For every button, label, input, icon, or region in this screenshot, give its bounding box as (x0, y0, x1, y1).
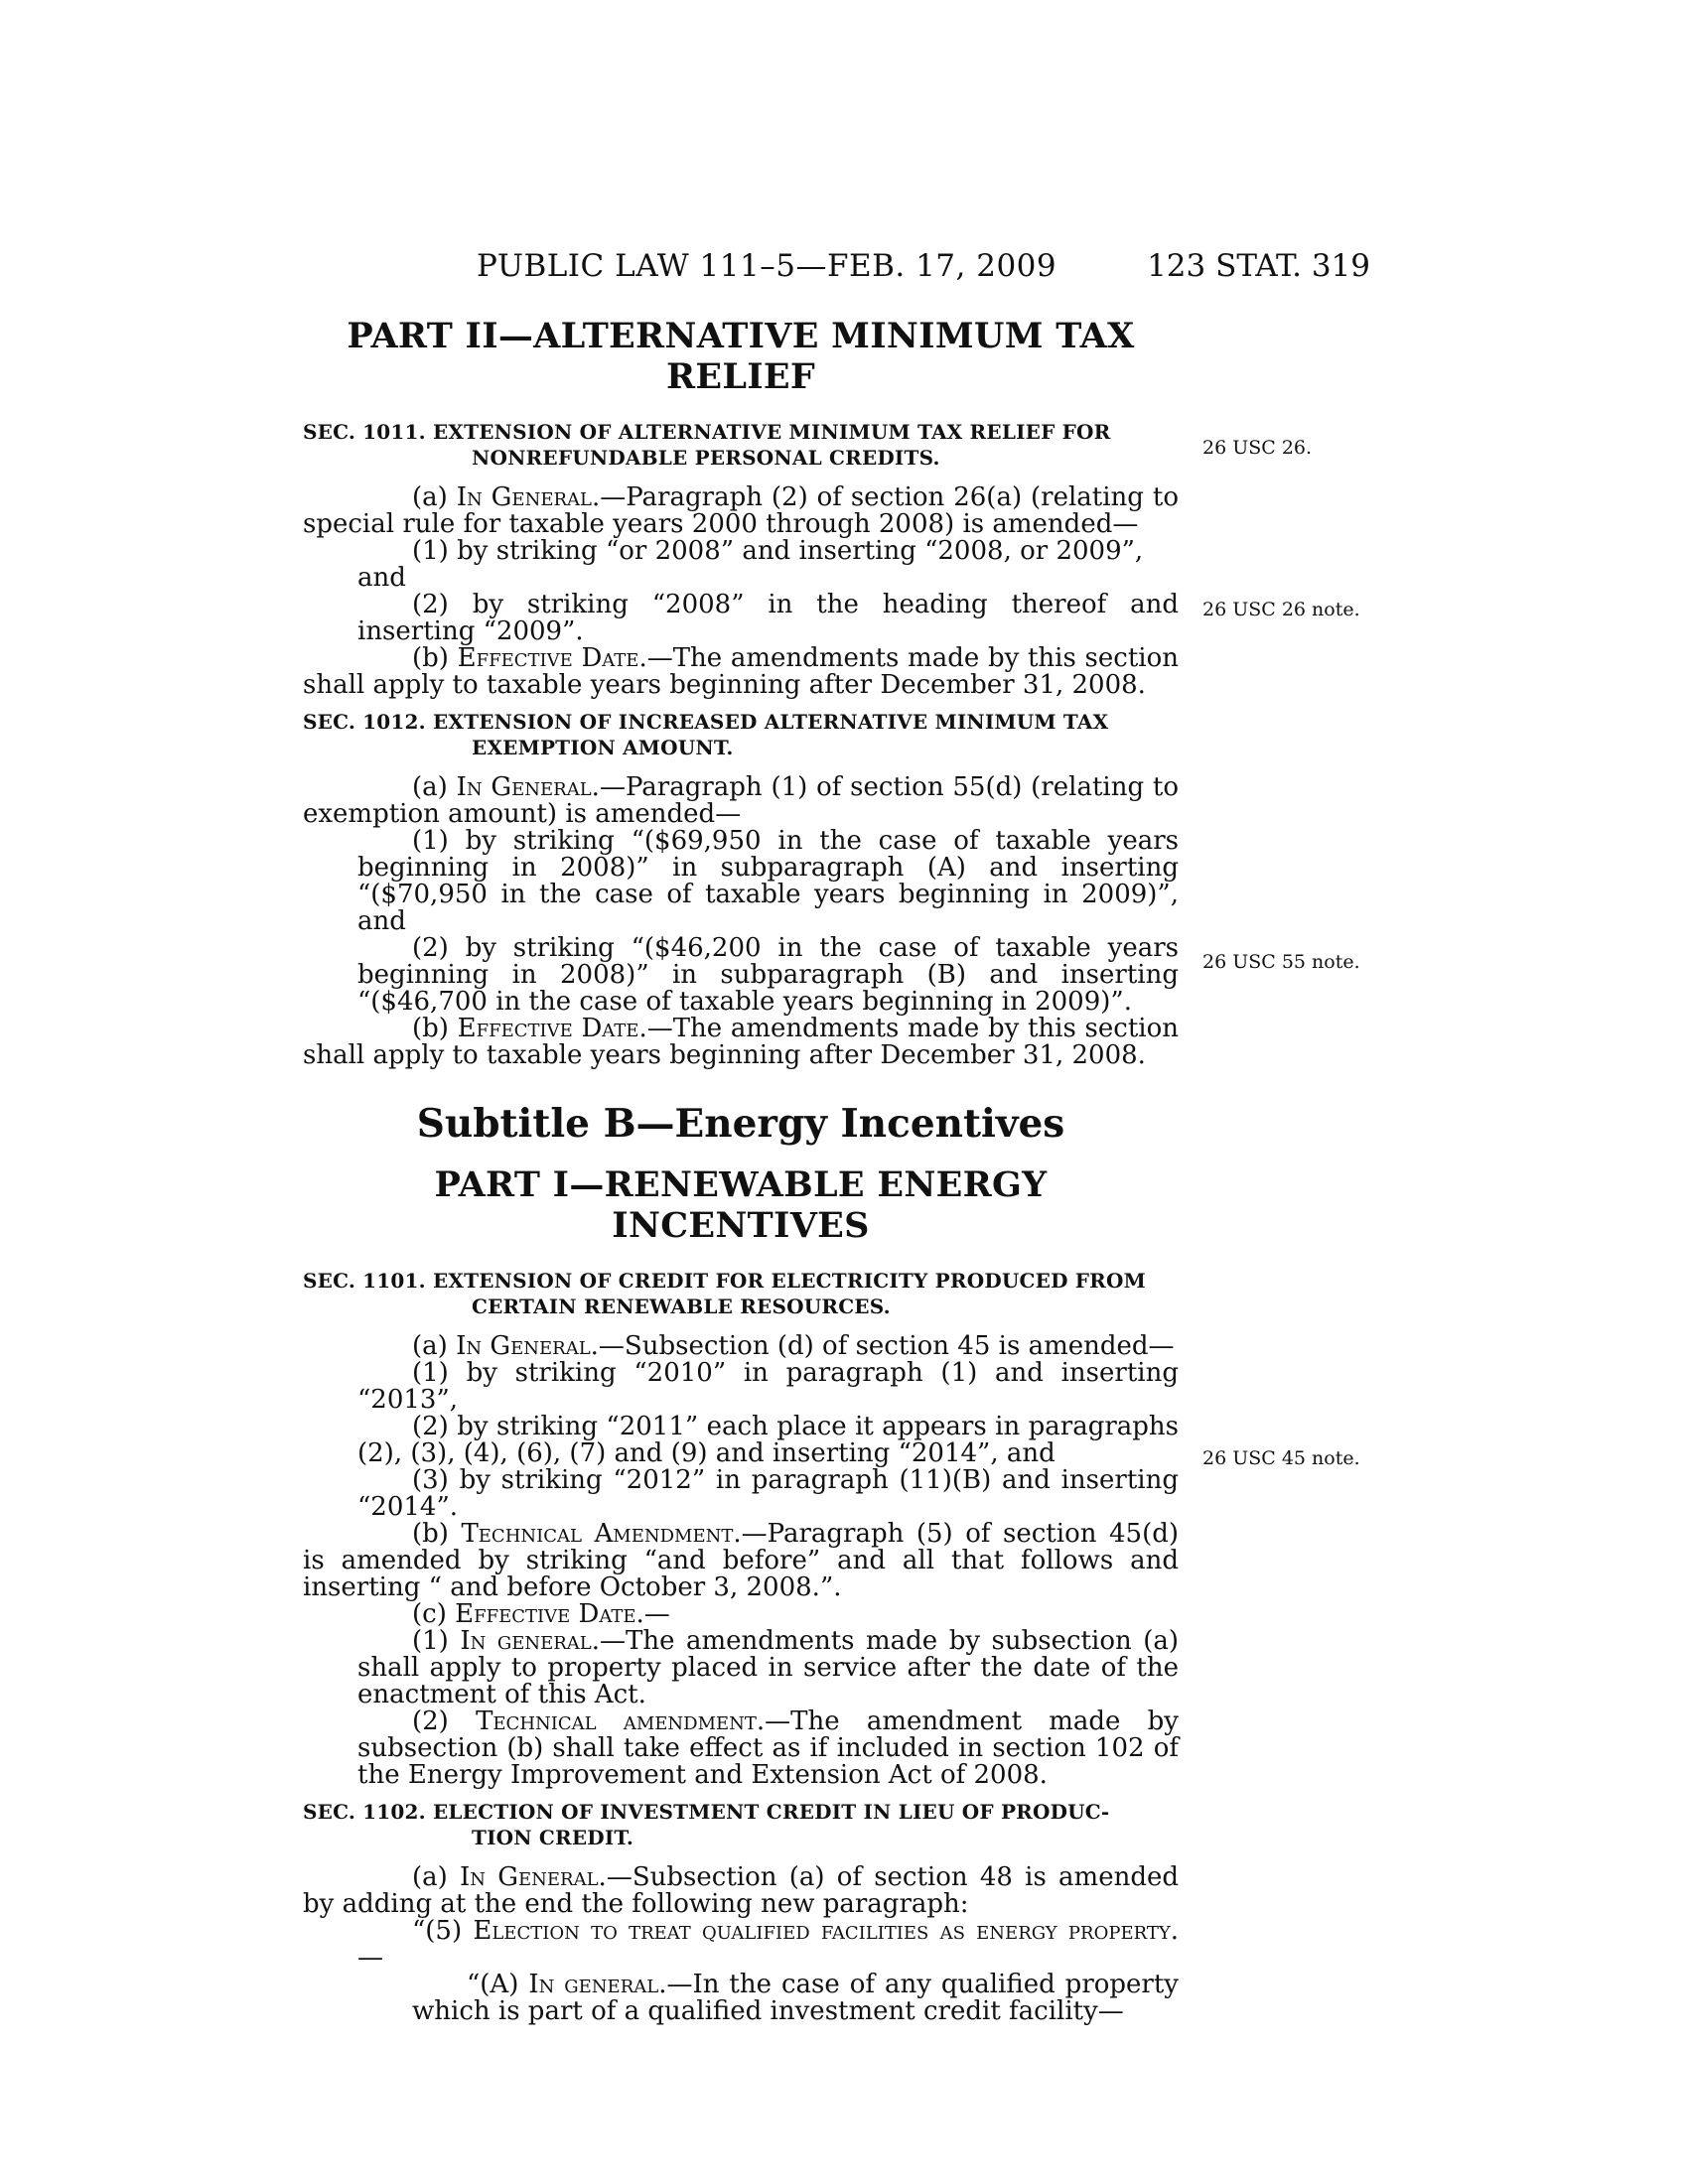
sec-1011-a-and: and (357, 563, 406, 593)
public-law-citation: PUBLIC LAW 111–5—FEB. 17, 2009 (477, 248, 1057, 284)
sec-1101-c-paragraph-1: (1) In general.—The amendments made by subsection (a) shall apply to property placed in service after the date of the enactment of this Act. (357, 1626, 1179, 1709)
statute-page-number: 123 STAT. 319 (1147, 248, 1370, 284)
sec-1011-subsection-b: (b) Effective Date.—The amendments made by this section shall apply to taxable years beginning after December 31, 2008. (303, 643, 1179, 700)
running-header (303, 248, 1370, 288)
sec-1011-a-paragraph-2: (2) by striking “2008” in the heading thereof and inserting “2009”. (357, 590, 1179, 646)
sec-1102-heading: SEC. 1102. ELECTION OF INVESTMENT CREDIT IN LIEU OF PRODUC- TION CREDIT. (303, 1800, 1110, 1849)
sec-1012-subsection-a: (a) In General.—Paragraph (1) of section 55(d) (relating to exemption amount) is amended— (303, 772, 1179, 829)
sec-1011-subsection-a: (a) In General.—Paragraph (2) of section 26(a) (relating to special rule for taxable years 2000 through 2008) is amended— (303, 482, 1179, 539)
sec-1012-subsection-b: (b) Effective Date.—The amendments made by this section shall apply to taxable years beginning after December 31, 2008. (303, 1014, 1179, 1070)
sec-1101-heading: SEC. 1101. EXTENSION OF CREDIT FOR ELECTRICITY PRODUCED FROM CERTAIN RENEWABLE RESOURCES. (303, 1269, 1146, 1318)
sec-1101-subsection-b: (b) Technical Amendment.—Paragraph (5) of section 45(d) is amended by striking “and before” and all that follows and inserting “ and before October 3, 2008.”. (303, 1519, 1180, 1602)
sec-1101-a-paragraph-2: (2) by striking “2011” each place it appears in paragraphs (2), (3), (4), (6), (7) and (9) and inserting “2014”, and (357, 1412, 1179, 1468)
sec-1102-paragraph-5: “(5) Election to treat qualified facilities as energy property.— (357, 1916, 1179, 1973)
sec-1102-subsection-a: (a) In General.—Subsection (a) of section 48 is amended by adding at the end the following new paragraph: (303, 1862, 1179, 1919)
sec-1101-a-paragraph-3: (3) by striking “2012” in paragraph (11)(B) and inserting “2014”. (357, 1465, 1179, 1522)
sec-1101-a-paragraph-1: (1) by striking “2010” in paragraph (1) and inserting “2013”, (357, 1358, 1179, 1415)
sec-1012-a-paragraph-1: (1) by striking “($69,950 in the case of taxable years beginning in 2008)” in subparagraph (A) and inserting “($70,950 in the case of taxable years beginning in 2009)”, and (357, 826, 1179, 936)
margin-note-26-usc-45-note: 26 USC 45 note. (1202, 1447, 1360, 1469)
sec-1012-heading: SEC. 1012. EXTENSION OF INCREASED ALTERNATIVE MINIMUM TAX EXEMPTION AMOUNT. (303, 710, 1109, 759)
sec-1011-a-paragraph-1: (1) by striking “or 2008” and inserting “2008, or 2009”, (412, 536, 1144, 566)
sec-1101-subsection-c: (c) Effective Date.— (412, 1599, 670, 1629)
main-text-column (303, 316, 1179, 2025)
sec-1102-subparagraph-a: “(A) In general.—In the case of any qualified property which is part of a qualified investment credit facility— (412, 1970, 1179, 2026)
sec-1011-heading: SEC. 1011. EXTENSION OF ALTERNATIVE MINIMUM TAX RELIEF FOR NONREFUNDABLE PERSONAL CREDITS. (303, 420, 1111, 470)
sec-1012-a-paragraph-2: (2) by striking “($46,200 in the case of taxable years beginning in 2008)” in subparagraph (B) and inserting “($46,700 in the case of taxable years beginning in 2009)”. (357, 933, 1179, 1017)
part-ii-title: PART II—ALTERNATIVE MINIMUM TAX RELIEF (347, 316, 1135, 397)
part-i-title: PART I—RENEWABLE ENERGY INCENTIVES (434, 1164, 1048, 1246)
subtitle-b-title: Subtitle B—Energy Incentives (416, 1101, 1065, 1147)
margin-note-26-usc-26-note: 26 USC 26 note. (1202, 599, 1360, 620)
sec-1101-c-paragraph-2: (2) Technical amendment.—The amendment made by subsection (b) shall take effect as if included in section 102 of the Energy Improvement and Extension Act of 2008. (357, 1706, 1180, 1790)
margin-note-26-usc-55-note: 26 USC 55 note. (1202, 951, 1360, 973)
margin-note-26-usc-26: 26 USC 26. (1202, 437, 1313, 459)
sec-1101-subsection-a: (a) In General.—Subsection (d) of section 45 is amended— (412, 1331, 1175, 1361)
